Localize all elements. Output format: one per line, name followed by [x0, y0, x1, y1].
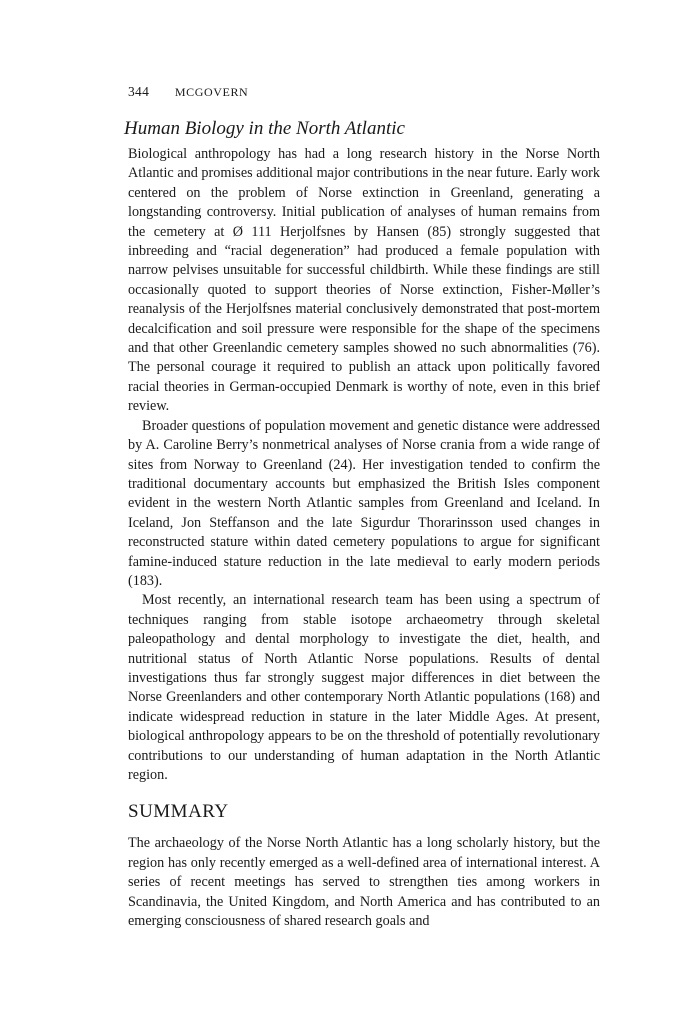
summary-paragraph-1: The archaeology of the Norse North Atlantic has a long scholarly history, but the region has only recently emerged as a well-defined area of international interest. A series of recent meetings has served to strengthen ties among workers in Scandinavia, the United Kingdom, and North America and has contributed to an emerging consciousness of shared research goals and [128, 835, 600, 930]
section-title: Human Biology in the North Atlantic [124, 118, 405, 139]
body-paragraph-2: Broader questions of population movement and genetic distance were addressed by A. Caroline Berry’s nonmetrical analyses of Norse crania from a wide range of sites from Norway to Greenland (24). Her investigation tended to confirm the traditional documentary accounts but emphasized the British Isles component evident in the western North Atlantic samples from Greenland and Iceland. In Iceland, Jon Steffanson and the late Sigurdur Thorarinsson used changes in reconstructed stature within dated cemetery populations to argue for significant famine-induced stature reduction in the late medieval to early modern periods (183). [128, 417, 600, 589]
body-paragraph-1: Biological anthropology has had a long research history in the Norse North Atlantic and promises additional major contributions in the near future. Early work centered on the problem of Norse extinction in Greenland, generating a longstanding controversy. Initial publication of analyses of human remains from the cemetery at Ø 111 Herjolfsnes by Hansen (85) strongly suggested that inbreeding and “racial degeneration” had produced a female population with narrow pelvises unsuitable for successful childbirth. While these findings are still occasionally quoted to support theories of Norse extinction, Fisher-Møller’s reanalysis of the Herjolfsnes material conclusively demonstrated that post-mortem decalcification and soil pressure were responsible for the shape of the specimens and that other Greenlandic cemetery samples showed no such abnormalities (76). The personal courage it required to publish an attack upon politically favored racial theories in German-occupied Denmark is worthy of note, even in this brief review. [128, 146, 600, 415]
page-content [124, 84, 600, 931]
body-paragraph-3: Most recently, an international research team has been using a spectrum of techniques ranging from stable isotope archaeometry through skeletal paleopathology and dental morphology to investigate the diet, health, and nutritional status of North Atlantic Norse populations. Results of dental investigations thus far strongly suggest major differences in diet between the Norse Greenlanders and other contemporary North Atlantic populations (168) and indicate widespread reduction in stature in the later Middle Ages. At present, biological anthropology appears to be on the threshold of potentially revolutionary contributions to our understanding of human adaptation in the North Atlantic region. [128, 592, 600, 783]
summary-heading: SUMMARY [128, 801, 229, 823]
running-head-author: MCGOVERN [174, 85, 249, 99]
page-number: 344 [128, 84, 150, 99]
running-head [128, 84, 600, 102]
